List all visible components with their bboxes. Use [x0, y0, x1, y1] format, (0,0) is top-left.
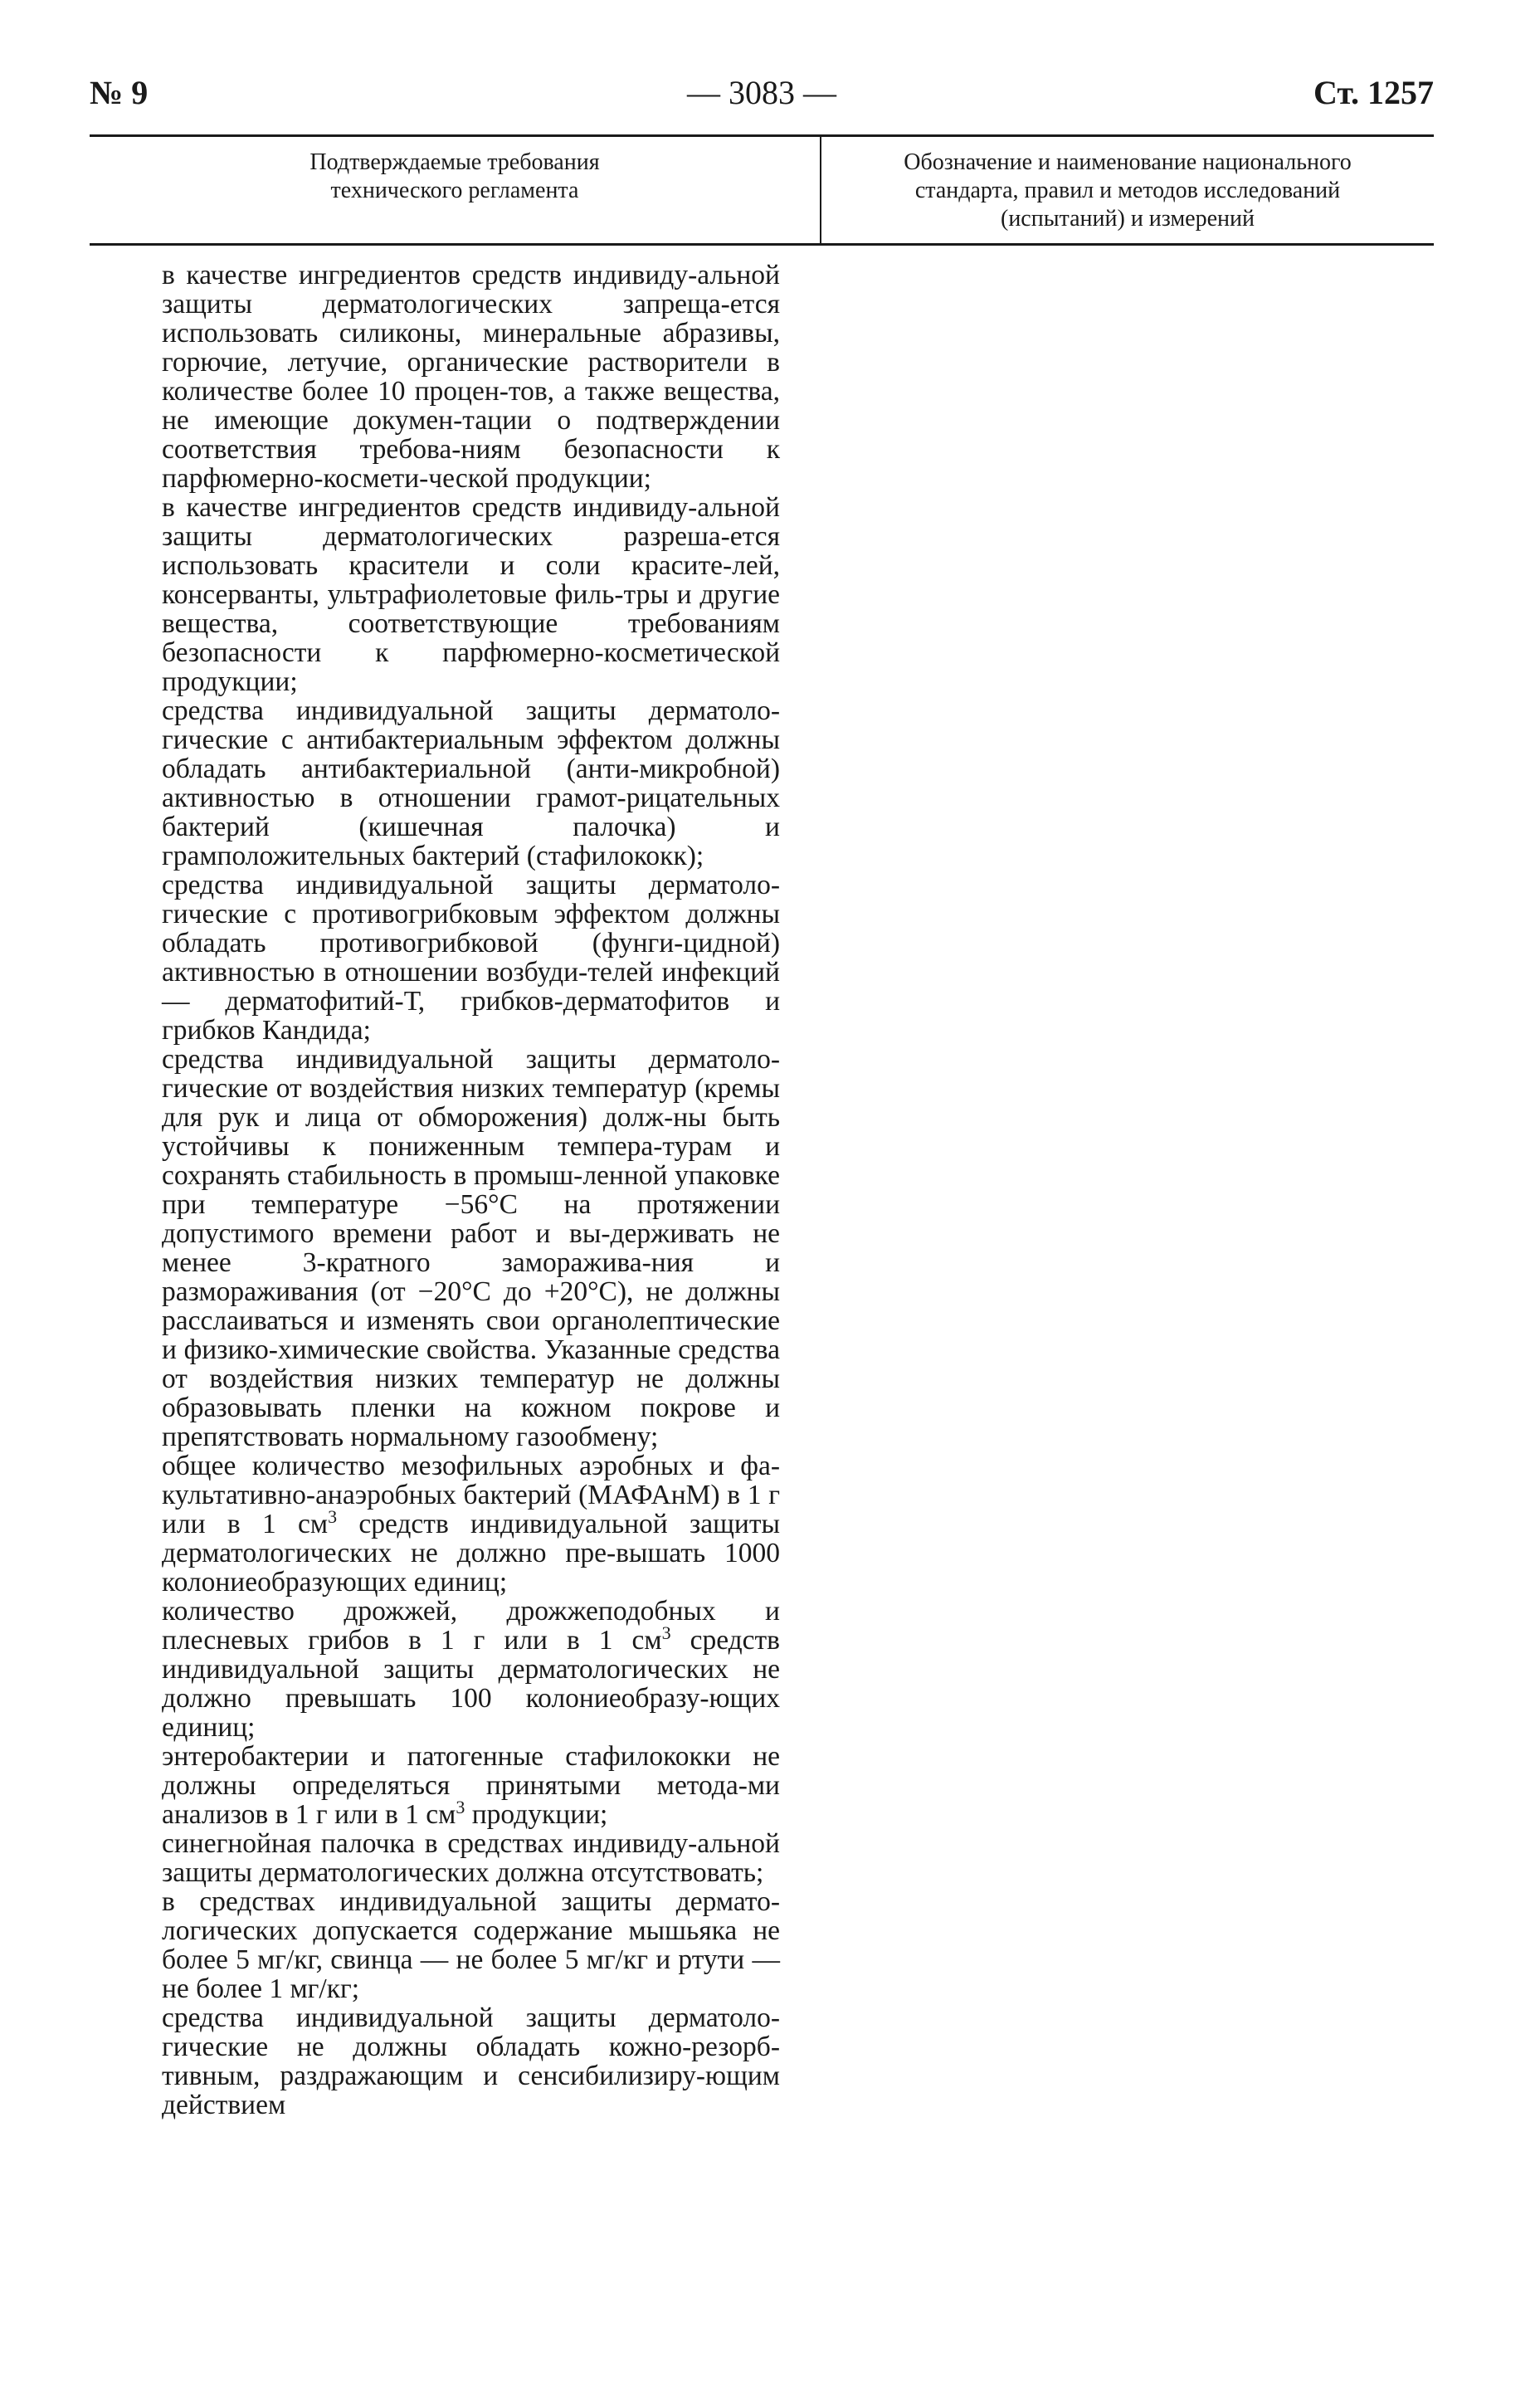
- article-number: Ст. 1257: [1313, 74, 1434, 111]
- requirement-paragraph: средства индивидуальной защиты дерматоло-гические с антибактериальным эффектом должны обладать антибактериальной (анти-микробной) активностью в отношении грамот-рицательных бактерий (кишечная палочка) и грамположительных бактерий (стафилококк);: [162, 695, 780, 871]
- requirement-paragraph: в средствах индивидуальной защиты дермато-логических допускается содержание мышьяка не более 5 мг/кг, свинца — не более 5 мг/кг и ртути — не более 1 мг/кг;: [162, 1886, 780, 2004]
- column-header-standards: Обозначение и наименование национального стандарта, правил и методов исследований (испытаний) и измерений: [904, 149, 1352, 232]
- superscript: 3: [661, 1622, 671, 1643]
- superscript: 3: [328, 1505, 338, 1527]
- requirement-paragraph: энтеробактерии и патогенные стафилококки не должны определяться принятыми метода-ми анализов в 1 г или в 1 $см^3$ продукции;: [162, 1741, 780, 1830]
- requirement-paragraph: в качестве ингредиентов средств индивиду-альной защиты дерматологических запреща-ется использовать силиконы, минеральные абразивы, горючие, летучие, органические растворители в количестве более 10 процен-тов, а также вещества, не имеющие докумен-тации о подтверждении соответствия требова-ниям безопасности к парфюмерно-космети-ческой продукции;: [162, 260, 780, 494]
- requirement-paragraph: средства индивидуальной защиты дерматоло-гические от воздействия низких температур (кремы для рук и лица от обморожения) долж-ны быть устойчивы к пониженным темпера-турам и сохранять стабильность в промыш-ленной упаковке при температуре −56°С на протяжении допустимого времени работ и вы-держивать не менее 3-кратного заморажива-ния и размораживания (от −20°С до +20°С), не должны расслаиваться и изменять свои органолептические и физико-химические свойства. Указанные средства от воздействия низких температур не должны образовывать пленки на кожном покрове и препятствовать нормальному газообмену;: [162, 1044, 780, 1452]
- running-head: [90, 73, 1434, 123]
- page-number: — 3083 —: [687, 74, 836, 111]
- issue-number: № 9: [90, 74, 149, 111]
- requirement-paragraph: общее количество мезофильных аэробных и фа-культативно-анаэробных бактерий (МАФАнМ) в 1 г или в 1 $см^3$ средств индивидуальной защиты дерматологических не должно пре-вышать 1000 колониеобразующих единиц;: [162, 1451, 780, 1598]
- requirement-paragraph: количество дрожжей, дрожжеподобных и плесневых грибов в 1 г или в 1 $см^3$ средств индивидуальной защиты дерматологических не должно превышать 100 колониеобразу-ющих единиц;: [162, 1596, 781, 1743]
- requirement-paragraph: синегнойная палочка в средствах индивиду-альной защиты дерматологических должна отсутствовать;: [162, 1828, 780, 1888]
- requirements-text: [162, 261, 780, 2120]
- requirement-paragraph: в качестве ингредиентов средств индивиду-альной защиты дерматологических разреша-ется использовать красители и соли красите-лей, консерванты, ультрафиолетовые филь-тры и другие вещества, соответствующие требованиям безопасности к парфюмерно-косметической продукции;: [162, 492, 780, 697]
- superscript: 3: [456, 1796, 465, 1817]
- table-header: [90, 134, 1434, 246]
- column-header-requirements: Подтверждаемые требования технического регламента: [309, 149, 600, 203]
- requirement-paragraph: средства индивидуальной защиты дерматоло-гические с противогрибковым эффектом должны обладать противогрибковой (фунги-цидной) активностью в отношении возбуди-телей инфекций — дерматофитий-Т, грибков-дерматофитов и грибков Кандида;: [162, 870, 780, 1046]
- requirement-paragraph: средства индивидуальной защиты дерматоло-гические не должны обладать кожно-резорб-тивным, раздражающим и сенсибилизиру-ющим действием: [162, 2002, 780, 2120]
